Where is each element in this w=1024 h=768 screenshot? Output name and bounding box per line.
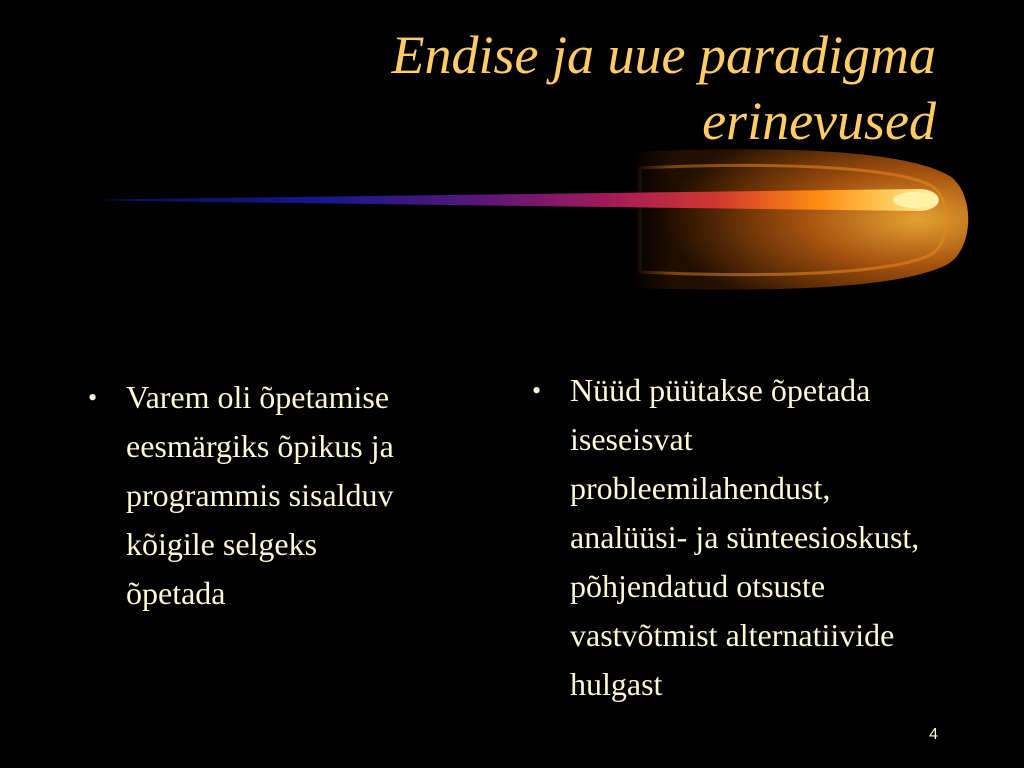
title-line-2: erinevused xyxy=(702,91,936,151)
page-number: 4 xyxy=(929,726,938,743)
left-bullet-text: Varem oli õpetamise eesmärgiks õpikus ja programmis sisalduv kõigile selgeks õpetada xyxy=(126,379,394,611)
left-bullet-item xyxy=(88,373,478,618)
bullet-icon: • xyxy=(532,376,542,405)
title-line-1: Endise ja uue paradigma xyxy=(391,25,936,85)
left-column xyxy=(88,373,478,618)
comet-tail xyxy=(60,189,939,211)
comet-decoration xyxy=(0,140,1024,300)
bullet-icon: • xyxy=(88,383,98,412)
right-bullet-text: Nüüd püütakse õpetada iseseisvat probleemilahendust, analüüsi- ja sünteesioskust, põhjendatud otsuste vastvõtmist alternatiivide hulgast xyxy=(570,372,920,702)
comet-core xyxy=(893,192,937,208)
slide-title xyxy=(136,22,936,154)
right-column xyxy=(532,366,1012,709)
right-bullet-item xyxy=(532,366,1012,709)
